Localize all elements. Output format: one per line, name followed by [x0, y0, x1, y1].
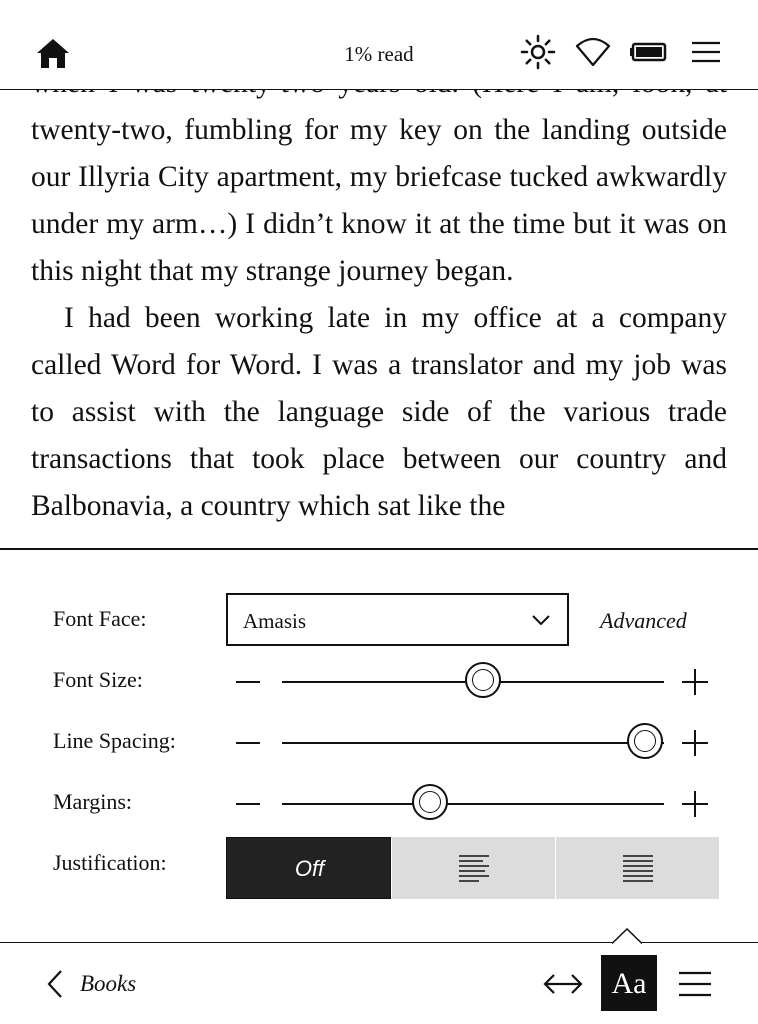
- align-justify-icon: [621, 853, 655, 883]
- line-spacing-track[interactable]: [282, 742, 664, 744]
- align-left-icon: [457, 853, 491, 883]
- increase-font-size-button[interactable]: [682, 669, 708, 695]
- page-width-icon[interactable]: [542, 971, 584, 997]
- justification-label: Justification:: [53, 850, 167, 875]
- bottom-bar: [0, 942, 758, 1024]
- panel-pointer: [612, 928, 642, 944]
- font-size-label: Font Size:: [53, 667, 143, 692]
- back-chevron-icon[interactable]: [45, 969, 65, 999]
- font-face-label: Font Face:: [53, 606, 147, 631]
- increase-line-spacing-button[interactable]: [682, 730, 708, 756]
- justification-left-button[interactable]: [392, 837, 555, 899]
- decrease-font-size-button[interactable]: [236, 681, 260, 683]
- reading-text: [31, 60, 727, 530]
- battery-icon: [630, 34, 670, 70]
- top-bar: [0, 0, 758, 90]
- decrease-margins-button[interactable]: [236, 803, 260, 805]
- read-progress: 1% read: [344, 42, 414, 66]
- margins-label: Margins:: [53, 789, 133, 814]
- paragraph-1: twenty-two, fumbling for my key on the landing outside our Illyria City apartment, my briefcase tucked awkwardly under my arm…) I didn’t know it at the time but it was on this night that my strange journey began.: [31, 114, 727, 287]
- increase-margins-button[interactable]: [682, 791, 708, 817]
- margins-handle[interactable]: [412, 784, 448, 820]
- justification-off-button[interactable]: [226, 837, 391, 899]
- menu-icon[interactable]: [678, 970, 712, 998]
- line-spacing-label: Line Spacing:: [53, 728, 176, 753]
- advanced-button[interactable]: Advanced: [600, 608, 687, 633]
- font-face-dropdown[interactable]: [226, 593, 569, 646]
- justification-toggle: [226, 837, 719, 899]
- font-settings-panel: [0, 550, 758, 942]
- font-size-slider: [226, 662, 726, 702]
- justification-off-label: Off: [294, 856, 325, 881]
- menu-icon[interactable]: [690, 34, 722, 70]
- line-spacing-handle[interactable]: [627, 723, 663, 759]
- margins-track[interactable]: [282, 803, 664, 805]
- margins-slider: [226, 784, 726, 824]
- books-back-button[interactable]: Books: [80, 971, 137, 996]
- justification-full-button[interactable]: [556, 837, 719, 899]
- brightness-icon[interactable]: [520, 34, 556, 70]
- line-spacing-slider: [226, 723, 726, 763]
- font-settings-label: Aa: [611, 967, 647, 1000]
- font-size-handle[interactable]: [465, 662, 501, 698]
- paragraph-2: I had been working late in my office at a company called Word for Word. I was a translator and my job was to assist with the language side of the various trade transactions that took place between our country and Balbonavia, a country which sat like the: [31, 302, 727, 522]
- chevron-down-icon: [531, 613, 551, 627]
- font-settings-button[interactable]: [601, 955, 657, 1011]
- decrease-line-spacing-button[interactable]: [236, 742, 260, 744]
- reading-area[interactable]: [0, 60, 758, 550]
- font-face-value: Amasis: [243, 609, 306, 633]
- wifi-icon[interactable]: [575, 34, 611, 70]
